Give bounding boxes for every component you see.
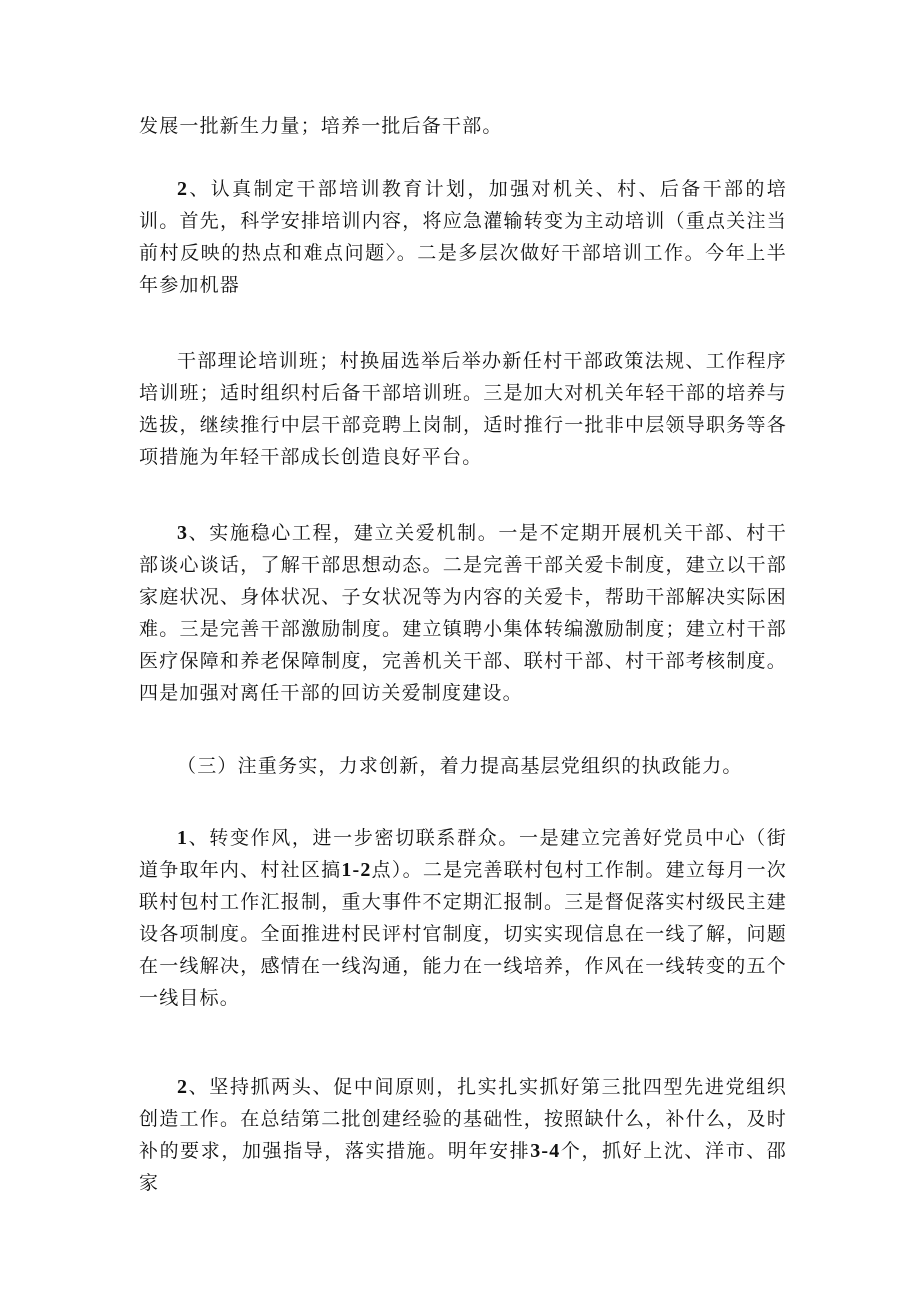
paragraph-training-classes (139, 345, 787, 473)
paragraph-item-3-care (139, 517, 787, 709)
item-number: 3 (177, 522, 189, 544)
paragraph-item-2-training (139, 173, 787, 301)
paragraph-text: 干部理论培训班；村换届选举后举办新任村干部政策法规、工作程序培训班；适时组织村后备干部培训班。三是加大对机关年轻干部的培养与选拔，继续推行中层干部竞聘上岗制，适时推行一批非中层领导职务等各项措施为年轻干部成长创造良好平台。 (139, 350, 787, 468)
item-number: 2 (177, 1076, 189, 1098)
paragraph-text-a: 、坚持抓两头、促中间原则，扎实扎实抓好第三批四型先进党组织创造工作。在总结第二批创建经验的基础性，按照缺什么，补什么，及时补的要求，加强指导，落实措施。明年安排 (139, 1076, 787, 1162)
item-number: 2 (177, 178, 189, 200)
section-heading-3 (139, 750, 787, 782)
paragraph-text: 、认真制定干部培训教育计划，加强对机关、村、后备干部的培训。首先，科学安排培训内容，将应急灌输转变为主动培训（重点关注当前村反映的热点和难点问题〉。二是多层次做好干部培训工作。今年上半年参加机器 (139, 178, 787, 296)
paragraph-text-b: 点）。二是完善联村包村工作制。建立每月一次联村包村工作汇报制，重大事件不定期汇报制。三是督促落实村级民主建设各项制度。全面推进村民评村官制度，切实实现信息在一线了解，问题在一线解决，感情在一线沟通，能力在一线培养，作风在一线转变的五个一线目标。 (139, 859, 787, 1009)
paragraph-text: 发展一批新生力量；培养一批后备干部。 (139, 115, 503, 137)
item-number: 1 (177, 827, 189, 849)
paragraph-item-2-principle (139, 1071, 787, 1199)
bold-range: 1-2 (341, 859, 372, 881)
bold-range: 3-4 (530, 1140, 561, 1162)
paragraph-text: 、实施稳心工程，建立关爱机制。一是不定期开展机关干部、村干部谈心谈话，了解干部思想动态。二是完善干部关爱卡制度，建立以干部家庭状况、身体状况、子女状况等为内容的关爱卡，帮助干部解决实际困难。三是完善干部激励制度。建立镇聘小集体转编激励制度；建立村干部医疗保障和养老保障制度，完善机关干部、联村干部、村干部考核制度。四是加强对离任干部的回访关爱制度建设。 (139, 522, 787, 704)
paragraph-text-b: 个，抓好上沈、洋市、邵家 (139, 1140, 787, 1194)
section-heading-text: （三）注重务实，力求创新，着力提高基层党组织的执政能力。 (177, 755, 743, 777)
paragraph-text-a: 、转变作风，进一步密切联系群众。一是建立完善好党员中心（街道争取年内、村社区搞 (139, 827, 787, 881)
paragraph-item-1-style (139, 822, 787, 1014)
paragraph-continuation (139, 110, 787, 142)
